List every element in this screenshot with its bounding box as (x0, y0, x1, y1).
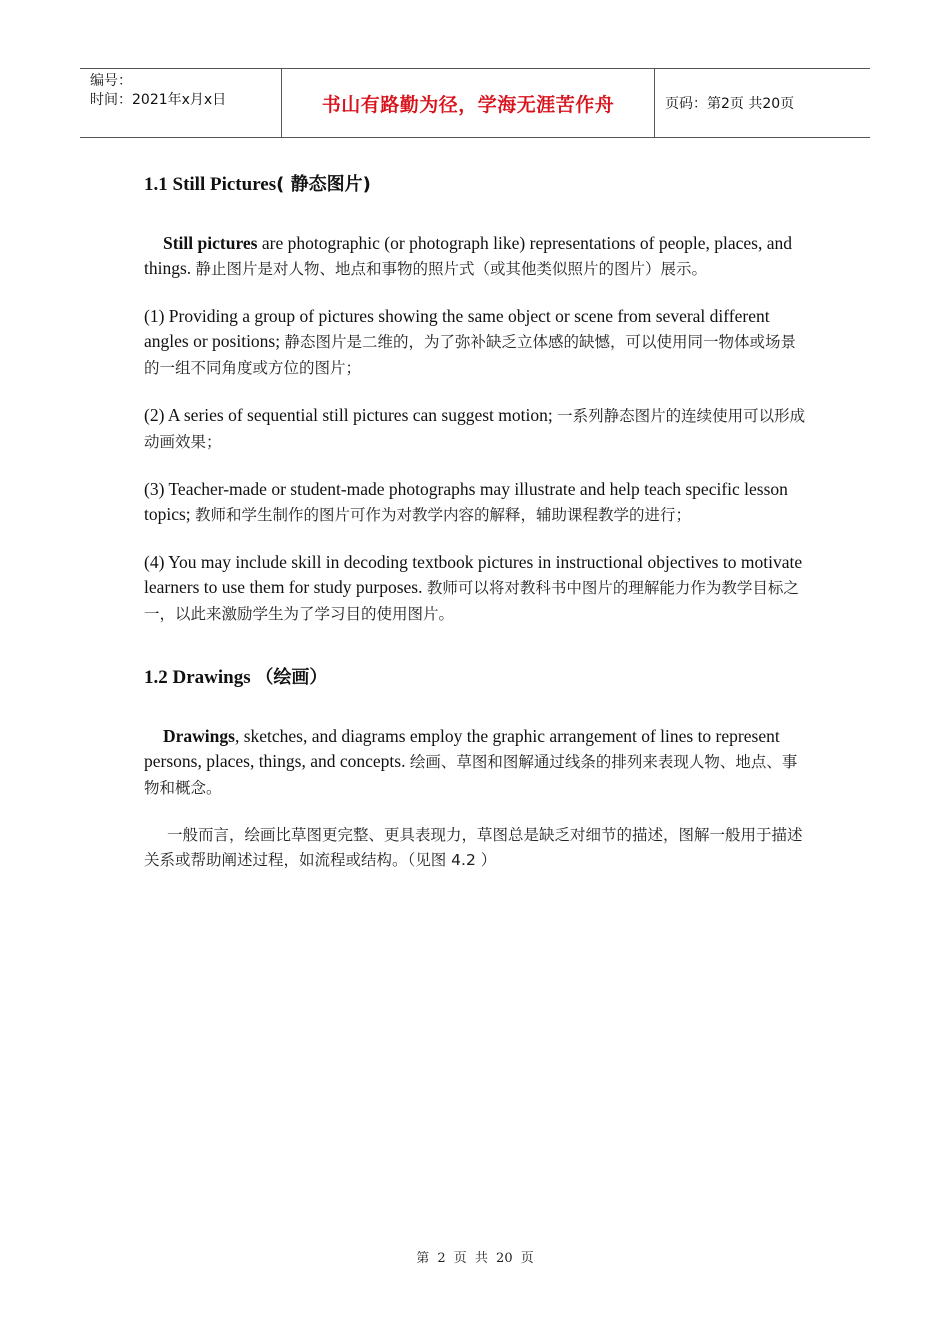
header-motto: 书山有路勤为径，学海无涯苦作舟 (281, 69, 655, 137)
intro-cn: 绘画、草图和图解通过线条的排列来表现人物、地点、事物和概念。 (144, 753, 798, 797)
item-cn: 教师可以将对教科书中图片的理解能力作为教学目标之一，以此来激励学生为了学习目的使用图片。 (144, 579, 799, 623)
heading-cn: ( 静态图片) (276, 174, 371, 195)
section-heading-drawings (144, 663, 810, 693)
item-en: (4) You may include skill in decoding textbook pictures in instructional objectives to motivate learners to use them for study purposes. (144, 552, 803, 597)
drawings-intro (144, 724, 810, 801)
header-page-info: 页码：第2页 共20页 (665, 96, 795, 112)
list-item (144, 403, 810, 455)
item-en: (1) Providing a group of pictures showing the same object or scene from several different angles or positions; (144, 306, 770, 351)
intro-bold: Still pictures (163, 233, 258, 253)
header-meta (80, 69, 281, 137)
section-heading-still-pictures (144, 170, 810, 200)
document-body (144, 170, 810, 873)
item-cn: 教师和学生制作的图片可作为对教学内容的解释，辅助课程教学的进行； (195, 506, 692, 524)
intro-bold: Drawings (163, 726, 235, 746)
list-item (144, 550, 810, 627)
number-label: 编号： (90, 73, 132, 89)
heading-cn: （绘画） (255, 667, 328, 688)
still-pictures-intro (144, 231, 810, 282)
drawings-paragraph: 一般而言，绘画比草图更完整、更具表现力，草图总是缺乏对细节的描述，图解一般用于描述关系或帮助阐述过程，如流程或结构。（见图 4.2 ） (144, 826, 803, 869)
time-label: 时间：2021年x月x日 (90, 92, 227, 108)
intro-cn: 静止图片是对人物、地点和事物的照片式（或其他类似照片的图片）展示。 (195, 260, 708, 278)
item-cn: 一系列静态图片的连续使用可以形成动画效果； (144, 407, 806, 451)
heading-en: 1.1 Still Pictures (144, 174, 277, 195)
page-footer: 第 2 页 共 20 页 (416, 1251, 534, 1266)
item-en: (3) Teacher-made or student-made photographs may illustrate and help teach specific lesson topics; (144, 479, 788, 524)
list-item (144, 477, 810, 528)
item-cn: 静态图片是二维的，为了弥补缺乏立体感的缺憾，可以使用同一物体或场景的一组不同角度或方位的图片； (144, 333, 796, 377)
page-header (80, 68, 870, 138)
intro-en: , sketches, and diagrams employ the graphic arrangement of lines to represent persons, places, things, and concepts. (144, 726, 780, 771)
heading-en: 1.2 Drawings (144, 667, 251, 688)
intro-en: are photographic (or photograph like) representations of people, places, and things. (144, 233, 793, 278)
list-item (144, 304, 810, 381)
item-en: (2) A series of sequential still pictures can suggest motion; (144, 405, 558, 425)
